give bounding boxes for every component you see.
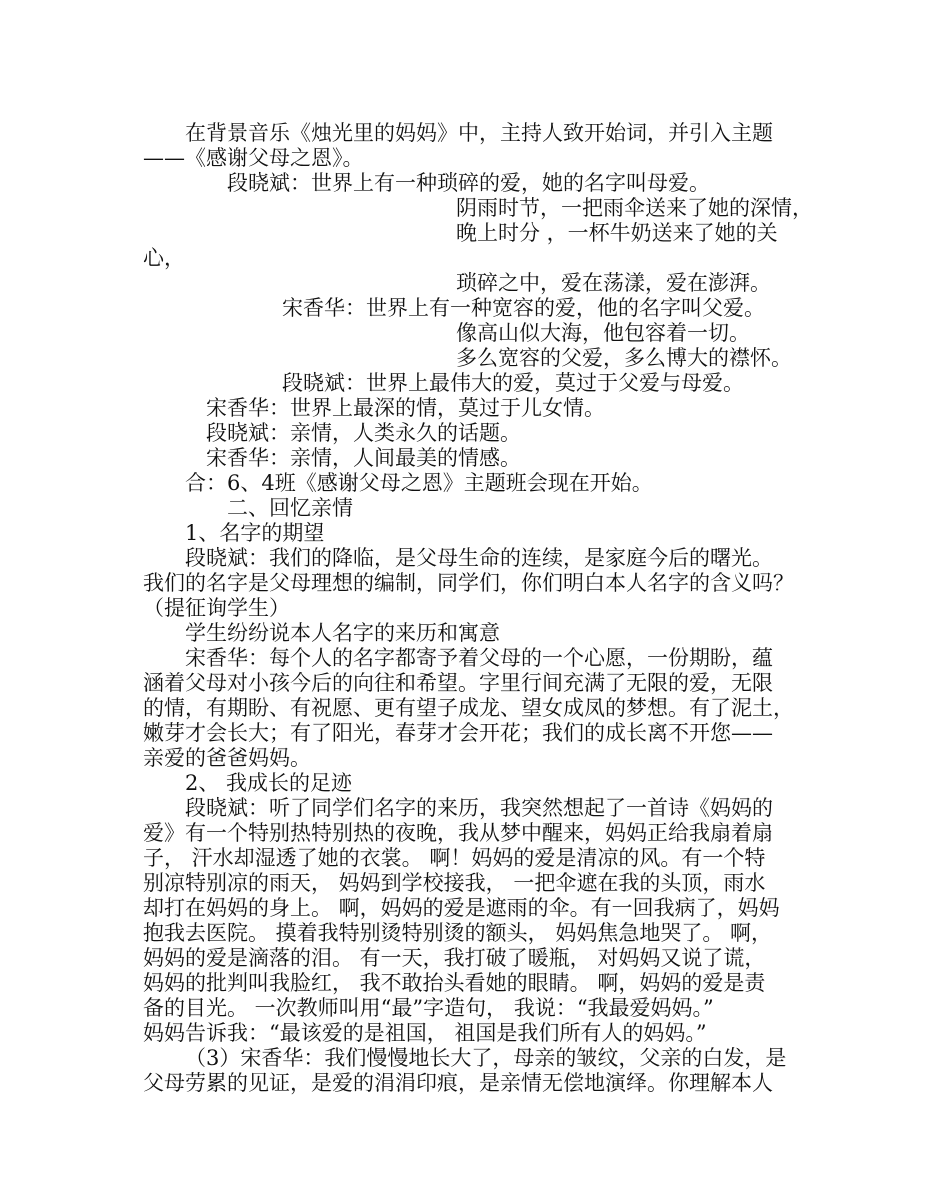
text-line: 宋香华：亲情，人间最美的情感。 xyxy=(206,446,521,470)
text-line: 宋香华：世界上有一种宽容的爱，他的名字叫父爱。 xyxy=(282,296,765,320)
text-line: 父母劳累的见证，是爱的涓涓印痕，是亲情无偿地演绎。你理解本人 xyxy=(143,1071,773,1095)
text-line: 晚上时分 ，一杯牛奶送来了她的关 xyxy=(456,221,778,245)
subsection-heading: 2、 我成长的足迹 xyxy=(185,771,353,795)
text-line: 宋香华：世界上最深的情，莫过于儿女情。 xyxy=(206,396,605,420)
text-line: 像高山似大海，他包容着一切。 xyxy=(456,321,750,345)
text-line: 合：6、4班《感谢父母之恩》主题班会现在开始。 xyxy=(185,471,653,495)
text-line: 多么宽容的父爱，多么博大的襟怀。 xyxy=(456,346,792,370)
text-line: 段晓斌：世界上有一种琐碎的爱，她的名字叫母爱。 xyxy=(227,171,710,195)
text-line: 却打在妈妈的身上。 啊，妈妈的爱是遮雨的伞。有一回我病了，妈妈 xyxy=(143,896,780,920)
text-line: 段晓斌：听了同学们名字的来历，我突然想起了一首诗《妈妈的 xyxy=(185,796,773,820)
text-line: 我们的名字是父母理想的编制，同学们，你们明白本人名字的含义吗？ xyxy=(143,571,794,595)
subsection-heading: 1、名字的期望 xyxy=(185,521,325,545)
text-line: 妈妈的批判叫我脸红， 我不敢抬头看她的眼睛。 啊，妈妈的爱是责 xyxy=(143,971,766,995)
text-line: 妈妈告诉我：“最该爱的是祖国， 祖国是我们所有人的妈妈。” xyxy=(143,1021,707,1045)
text-line: 学生纷纷说本人名字的来历和寓意 xyxy=(185,621,500,645)
text-line: 抱我去医院。 摸着我特别烫特别烫的额头， 妈妈焦急地哭了。 啊， xyxy=(143,921,773,945)
text-line: （提征询学生） xyxy=(143,596,290,620)
text-line: 琐碎之中，爱在荡漾，爱在澎湃。 xyxy=(456,271,771,295)
text-line: 段晓斌：亲情，人类永久的话题。 xyxy=(206,421,521,445)
text-line: 宋香华：每个人的名字都寄予着父母的一个心愿，一份期盼，蕴 xyxy=(185,646,773,670)
text-line: 嫩芽才会长大；有了阳光，春芽才会开花；我们的成长离不开您—— xyxy=(143,721,773,745)
text-line: 妈妈的爱是滴落的泪。 有一天，我打破了暖瓶， 对妈妈又说了谎， xyxy=(143,946,766,970)
text-line: 备的目光。 一次教师叫用“最”字造句， 我说：“我最爱妈妈。” xyxy=(143,996,714,1020)
text-line: 心， xyxy=(143,246,185,270)
text-line: 段晓斌：世界上最伟大的爱，莫过于父爱与母爱。 xyxy=(282,371,744,395)
text-line: 的情，有期盼、有祝愿、更有望子成龙、望女成凤的梦想。有了泥土， xyxy=(143,696,794,720)
section-heading: 二、回忆亲情 xyxy=(227,496,353,520)
text-line: 涵着父母对小孩今后的向往和希望。字里行间充满了无限的爱，无限 xyxy=(143,671,773,695)
text-line: 子， 汗水却湿透了她的衣裳。 啊！妈妈的爱是清凉的风。有一个特 xyxy=(143,846,766,870)
text-line: 爱》有一个特别热特别热的夜晚，我从梦中醒来，妈妈正给我扇着扇 xyxy=(143,821,773,845)
text-line: 别凉特别凉的雨天， 妈妈到学校接我， 一把伞遮在我的头顶，雨水 xyxy=(143,871,766,895)
text-line: ——《感谢父母之恩》。 xyxy=(143,146,364,170)
text-line: 阴雨时节，一把雨伞送来了她的深情， xyxy=(456,196,813,220)
text-line: 段晓斌：我们的降临，是父母生命的连续，是家庭今后的曙光。 xyxy=(185,546,773,570)
text-line: （3）宋香华：我们慢慢地长大了，母亲的皱纹，父亲的白发，是 xyxy=(185,1046,787,1070)
text-line: 在背景音乐《烛光里的妈妈》中，主持人致开始词，并引入主题 xyxy=(185,121,773,145)
text-line: 亲爱的爸爸妈妈。 xyxy=(143,746,311,770)
